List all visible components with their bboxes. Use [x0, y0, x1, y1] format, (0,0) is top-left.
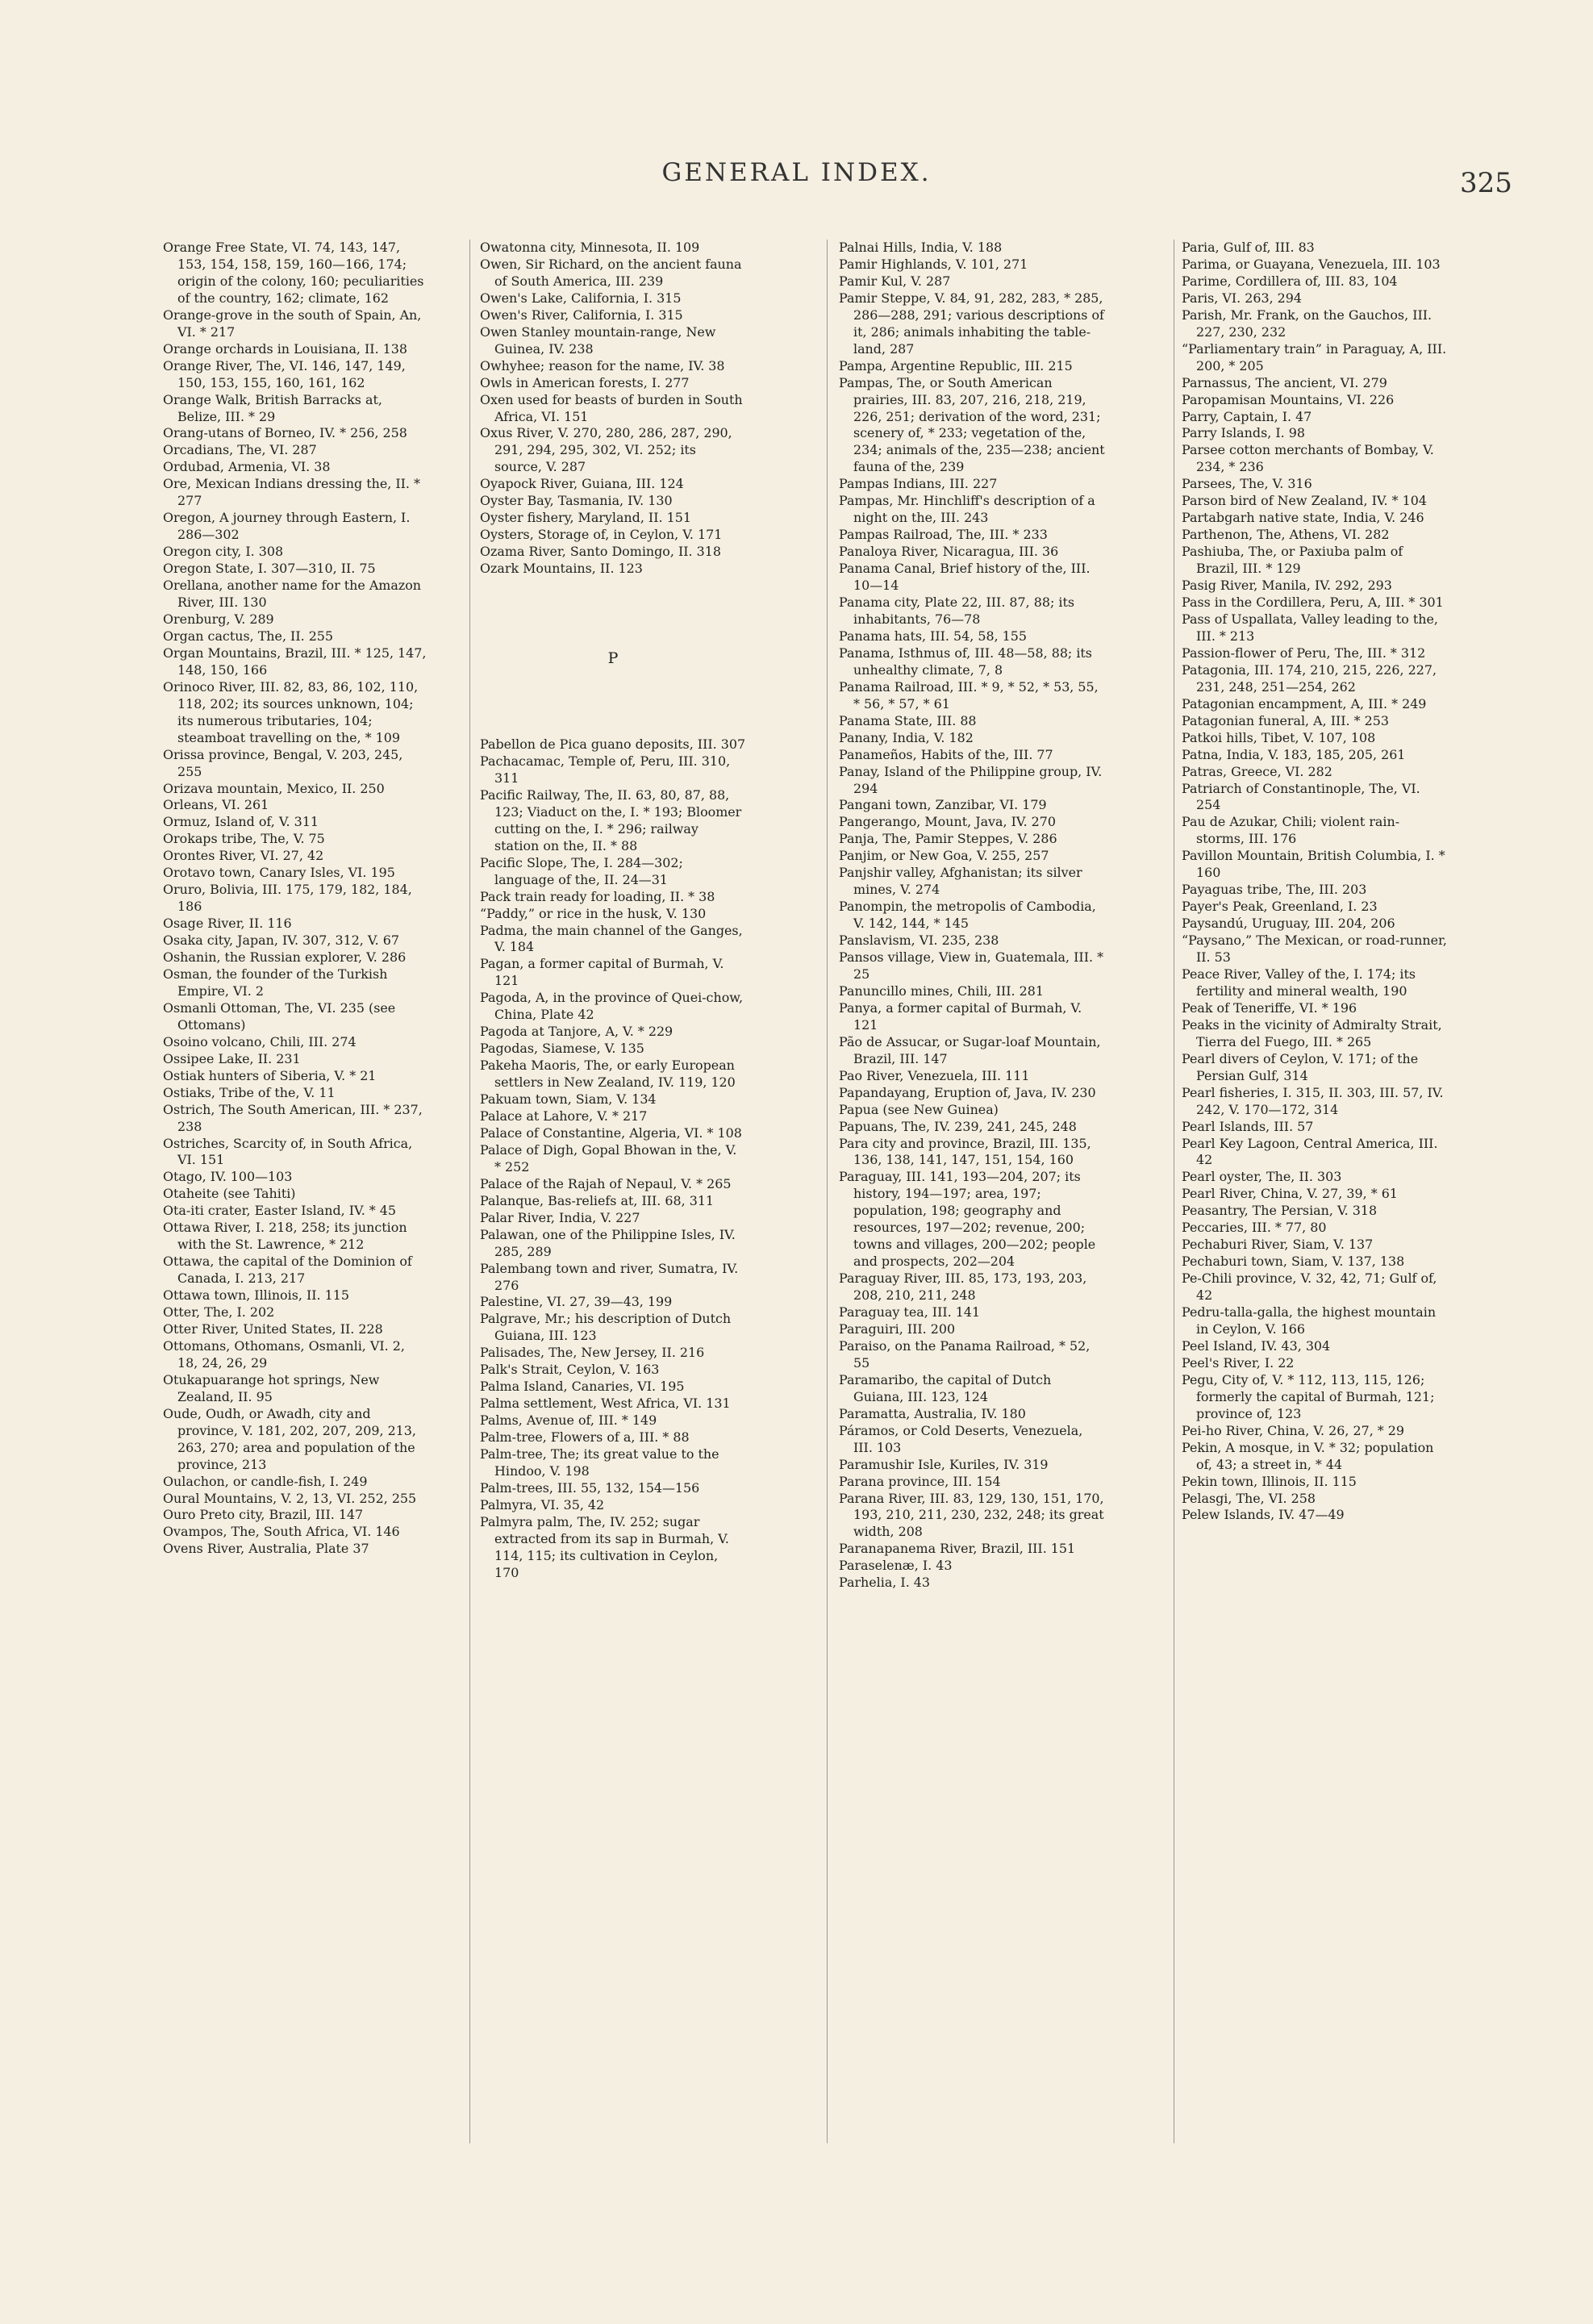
index-entry: Pearl River, China, V. 27, 39, * 61: [1182, 1186, 1398, 1202]
index-entry: Oulachon, or candle-fish, I. 249: [163, 1473, 368, 1489]
index-entry: Passion-flower of Peru, The, III. * 312: [1182, 645, 1426, 661]
index-entry: Ozark Mountains, II. 123: [480, 561, 643, 577]
index-entry: Owen's River, California, I. 315: [480, 307, 683, 323]
index-entry: Palmyra, VI. 35, 42: [480, 1496, 605, 1512]
index-entry: Paraguiri, III. 200: [839, 1321, 956, 1337]
index-entry: Oregon State, I. 307—310, II. 75: [163, 561, 376, 577]
index-entry: Pamir Highlands, V. 101, 271: [839, 256, 1028, 272]
index-entry: Oshanin, the Russian explorer, V. 286: [163, 949, 407, 966]
index-entry: Organ cactus, The, II. 255: [163, 628, 334, 644]
index-entry: Pearl Islands, III. 57: [1182, 1118, 1314, 1134]
index-entry: Pasig River, Manila, IV. 292, 293: [1182, 578, 1392, 594]
index-entry: Papandayang, Eruption of, Java, IV. 230: [839, 1084, 1096, 1100]
index-entry: Paysandú, Uruguay, III. 204, 206: [1182, 916, 1395, 932]
index-entry: Paraiso, on the Panama Railroad, * 52, 55: [839, 1337, 1090, 1371]
index-entry: Ostiak hunters of Siberia, V. * 21: [163, 1067, 377, 1083]
index-entry: Palms, Avenue of, III. * 149: [480, 1412, 657, 1429]
index-entry: Paropamisan Mountains, VI. 226: [1182, 391, 1395, 407]
index-entry: Paraguay River, III. 85, 173, 193, 203, 208, 210, 211, 248: [839, 1270, 1087, 1304]
index-entry: Owen, Sir Richard, on the ancient fauna of South America, III. 239: [480, 256, 742, 289]
index-entry: Pavillon Mountain, British Columbia, I. * 160: [1182, 848, 1445, 881]
index-column-1: [163, 240, 429, 1558]
index-entry: Orange Free State, VI. 74, 143, 147, 153, 154, 158, 159, 160—166, 174; origin of the colony, 160; peculiarities of the country, 162; climate, 162: [163, 240, 424, 306]
index-entry: Orange-grove in the south of Spain, An, VI. * 217: [163, 307, 422, 340]
index-entry: Pass in the Cordillera, Peru, A, III. * 301: [1182, 595, 1444, 611]
index-entry: Ottomans, Othomans, Osmanli, VI. 2, 18, 24, 26, 29: [163, 1337, 405, 1371]
index-entry: Pei-ho River, China, V. 26, 27, * 29: [1182, 1422, 1405, 1438]
index-entry: Panama hats, III. 54, 58, 155: [839, 628, 1028, 644]
index-entry: Pelew Islands, IV. 47—49: [1182, 1507, 1345, 1523]
index-entry: Ottawa, the capital of the Dominion of Canada, I. 213, 217: [163, 1254, 412, 1287]
index-entry: Peaks in the vicinity of Admiralty Strait, Tierra del Fuego, III. * 265: [1182, 1016, 1442, 1049]
index-entry: Pearl divers of Ceylon, V. 171; of the Persian Gulf, 314: [1182, 1050, 1419, 1083]
index-entry: Panama city, Plate 22, III. 87, 88; its inhabitants, 76—78: [839, 595, 1075, 627]
index-entry: Palma Island, Canaries, VI. 195: [480, 1379, 685, 1395]
index-entry: Palma settlement, West Africa, VI. 131: [480, 1396, 731, 1412]
index-entry: Ore, Mexican Indians dressing the, II. * 277: [163, 476, 420, 509]
index-entry: “Parliamentary train” in Paraguay, A, III. 200, * 205: [1182, 340, 1447, 373]
index-entry: Parana River, III. 83, 129, 130, 151, 170, 193, 210, 211, 230, 232, 248; its great width, 208: [839, 1490, 1104, 1540]
index-entry: Pearl oyster, The, II. 303: [1182, 1169, 1342, 1185]
index-entry: Palisades, The, New Jersey, II. 216: [480, 1345, 705, 1361]
index-entry: Pampas Railroad, The, III. * 233: [839, 527, 1048, 543]
index-entry: Ormuz, Island of, V. 311: [163, 814, 319, 830]
index-entry: Patagonia, III. 174, 210, 215, 226, 227, 231, 248, 251—254, 262: [1182, 661, 1437, 695]
index-entry: Panama, Isthmus of, III. 48—58, 88; its unhealthy climate, 7, 8: [839, 645, 1092, 678]
index-column-3: [839, 240, 1105, 1592]
index-entry: Pe-Chili province, V. 32, 42, 71; Gulf of, 42: [1182, 1270, 1437, 1304]
index-entry: Pampas, Mr. Hinchliff's description of a night on the, III. 243: [839, 493, 1095, 526]
index-entry: Peel's River, I. 22: [1182, 1354, 1295, 1371]
index-entry: Orleans, VI. 261: [163, 797, 269, 813]
index-entry: Orange Walk, British Barracks at, Belize, III. * 29: [163, 391, 382, 424]
index-entry: Panslavism, VI. 235, 238: [839, 933, 999, 949]
index-entry: Pearl Key Lagoon, Central America, III. 42: [1182, 1135, 1438, 1168]
index-entry: Pagoda at Tanjore, A, V. * 229: [480, 1024, 673, 1040]
index-entry: Osoino volcano, Chili, III. 274: [163, 1033, 357, 1049]
index-entry: Owatonna city, Minnesota, II. 109: [480, 240, 700, 255]
index-entry: Ottawa River, I. 218, 258; its junction with the St. Lawrence, * 212: [163, 1220, 407, 1253]
index-entry: Palawan, one of the Philippine Isles, IV. 285, 289: [480, 1226, 736, 1259]
index-entry: Pedru-talla-galla, the highest mountain in Ceylon, V. 166: [1182, 1304, 1437, 1337]
index-entry: Parish, Mr. Frank, on the Gauchos, III. 227, 230, 232: [1182, 307, 1432, 340]
index-entry: Parnassus, The ancient, VI. 279: [1182, 374, 1387, 390]
index-entry: Pampa, Argentine Republic, III. 215: [839, 357, 1073, 373]
index-entry: Osaka city, Japan, IV. 307, 312, V. 67: [163, 933, 399, 949]
index-entry: Pamir Kul, V. 287: [839, 273, 951, 289]
index-entry: Ovampos, The, South Africa, VI. 146: [163, 1524, 400, 1540]
index-entry: Palace of the Rajah of Nepaul, V. * 265: [480, 1175, 732, 1191]
index-entry: Otter River, United States, II. 228: [163, 1321, 383, 1337]
index-entry: Pelasgi, The, VI. 258: [1182, 1490, 1316, 1506]
index-entry: Oruro, Bolivia, III. 175, 179, 182, 184, 186: [163, 882, 412, 915]
index-entry: Parsees, The, V. 316: [1182, 476, 1312, 492]
index-entry: Palace of Digh, Gopal Bhowan in the, V. * 252: [480, 1141, 737, 1175]
index-entry: Pangerango, Mount, Java, IV. 270: [839, 814, 1057, 830]
index-entry: Ovens River, Australia, Plate 37: [163, 1541, 369, 1557]
index-entry: Panjim, or New Goa, V. 255, 257: [839, 848, 1049, 864]
index-entry: Pegu, City of, V. * 112, 113, 115, 126; formerly the capital of Burmah, 121; province of, 123: [1182, 1371, 1435, 1421]
index-entry: Orizava mountain, Mexico, II. 250: [163, 780, 385, 796]
index-entry: Ossipee Lake, II. 231: [163, 1050, 301, 1066]
index-entry: Peace River, Valley of the, I. 174; its fertility and mineral wealth, 190: [1182, 966, 1416, 999]
index-entry: Paris, VI. 263, 294: [1182, 290, 1303, 306]
index-entry: Pampas, The, or South American prairies, III. 83, 207, 216, 218, 219, 226, 251; derivation of the word, 231; scenery of, * 233; vegetation of the, 234; animals of the, 235—238; ancient fauna of the, 239: [839, 374, 1105, 475]
index-entry: Orcadians, The, VI. 287: [163, 442, 317, 458]
index-entry: Pechaburi town, Siam, V. 137, 138: [1182, 1254, 1405, 1270]
index-entry: Peel Island, IV. 43, 304: [1182, 1337, 1331, 1354]
index-entry: Peak of Teneriffe, VI. * 196: [1182, 999, 1357, 1016]
index-entry: Pakeha Maoris, The, or early European settlers in New Zealand, IV. 119, 120: [480, 1058, 736, 1091]
index-entry: Oyster Bay, Tasmania, IV. 130: [480, 493, 673, 509]
index-entry: Para city and province, Brazil, III. 135, 136, 138, 141, 147, 151, 154, 160: [839, 1135, 1091, 1168]
index-entry: Paramatta, Australia, IV. 180: [839, 1405, 1026, 1421]
index-entry: Partabgarh native state, India, V. 246: [1182, 510, 1424, 526]
index-entry: Owen's Lake, California, I. 315: [480, 290, 682, 306]
index-entry: Patras, Greece, VI. 282: [1182, 763, 1332, 779]
index-entry: Parry Islands, I. 98: [1182, 425, 1305, 441]
index-entry: Palar River, India, V. 227: [480, 1209, 640, 1225]
index-entry: Palembang town and river, Sumatra, IV. 276: [480, 1260, 739, 1293]
index-entry: Palgrave, Mr.; his description of Dutch Guiana, III. 123: [480, 1311, 732, 1344]
index-entry: Payer's Peak, Greenland, I. 23: [1182, 899, 1378, 915]
index-entry: Paraguay, III. 141, 193—204, 207; its history, 194—197; area, 197; population, 198; geography and resources, 197—202; revenue, 200; towns and villages, 200—202; people and prospects, 202—204: [839, 1169, 1096, 1270]
index-entry: Oxen used for beasts of burden in South Africa, VI. 151: [480, 391, 743, 424]
index-entry: Parime, Cordillera of, III. 83, 104: [1182, 273, 1398, 289]
index-entry: Pagodas, Siamese, V. 135: [480, 1041, 644, 1057]
index-entry: Pangani town, Zanzibar, VI. 179: [839, 797, 1047, 813]
index-entry: Paramushir Isle, Kuriles, IV. 319: [839, 1456, 1049, 1472]
index-entry: Panay, Island of the Philippine group, IV. 294: [839, 763, 1103, 796]
index-entry: Parima, or Guayana, Venezuela, III. 103: [1182, 256, 1441, 272]
running-header: GENERAL INDEX.: [661, 158, 932, 187]
index-entry: Papua (see New Guinea): [839, 1101, 999, 1117]
index-entry: Paraselenæ, I. 43: [839, 1558, 953, 1574]
index-entry: Papuans, The, IV. 239, 241, 245, 248: [839, 1118, 1077, 1134]
index-entry: Padma, the main channel of the Ganges, V. 184: [480, 922, 743, 955]
index-entry: Orange orchards in Louisiana, II. 138: [163, 340, 408, 357]
index-entry: Paria, Gulf of, III. 83: [1182, 240, 1315, 255]
index-entry: Oysters, Storage of, in Ceylon, V. 171: [480, 527, 723, 543]
index-entry: Owhyhee; reason for the name, IV. 38: [480, 357, 725, 373]
index-entry: Pau de Azukar, Chili; violent rain-storms, III. 176: [1182, 814, 1400, 847]
index-entry: Palm-trees, III. 55, 132, 154—156: [480, 1479, 700, 1496]
index-entry: Pack train ready for loading, II. * 38: [480, 888, 715, 904]
index-entry: Patna, India, V. 183, 185, 205, 261: [1182, 746, 1406, 762]
index-entry: Orinoco River, III. 82, 83, 86, 102, 110, 118, 202; its sources unknown, 104; its numerous tributaries, 104; steamboat travelling on the, * 109: [163, 678, 419, 745]
index-entry: Ottawa town, Illinois, II. 115: [163, 1287, 349, 1304]
index-entry: Panama Railroad, III. * 9, * 52, * 53, 55, * 56, * 57, * 61: [839, 678, 1099, 711]
index-entry: Pachacamac, Temple of, Peru, III. 310, 311: [480, 753, 731, 786]
index-entry: Palestine, VI. 27, 39—43, 199: [480, 1294, 673, 1310]
index-entry: Pechaburi River, Siam, V. 137: [1182, 1237, 1374, 1253]
index-entry: Oxus River, V. 270, 280, 286, 287, 290, 291, 294, 295, 302, VI. 252; its source, V. 287: [480, 425, 732, 475]
index-entry: Ostriches, Scarcity of, in South Africa, VI. 151: [163, 1135, 413, 1168]
index-entry: Panuncillo mines, Chili, III. 281: [839, 983, 1044, 999]
index-entry: Pekin town, Illinois, II. 115: [1182, 1473, 1357, 1489]
index-entry: Otukapuarange hot springs, New Zealand, II. 95: [163, 1371, 380, 1404]
index-column-4: [1182, 240, 1448, 1524]
index-entry: Pampas Indians, III. 227: [839, 476, 998, 492]
index-entry: Parthenon, The, Athens, VI. 282: [1182, 527, 1390, 543]
index-entry: Panaloya River, Nicaragua, III. 36: [839, 544, 1059, 560]
index-entry: Palk's Strait, Ceylon, V. 163: [480, 1362, 660, 1378]
index-entry: Pao River, Venezuela, III. 111: [839, 1067, 1030, 1083]
index-entry: Panany, India, V. 182: [839, 729, 974, 745]
index-entry: Pabellon de Pica guano deposits, III. 307: [480, 736, 746, 753]
index-entry: Panama State, III. 88: [839, 712, 977, 728]
index-entry: Palace at Lahore, V. * 217: [480, 1108, 648, 1124]
index-entry: Panameños, Habits of the, III. 77: [839, 746, 1053, 762]
index-entry: “Paddy,” or rice in the husk, V. 130: [480, 905, 707, 921]
index-entry: Pekin, A mosque, in V. * 32; population of, 43; a street in, * 44: [1182, 1439, 1434, 1472]
index-entry: Ostrich, The South American, III. * 237, 238: [163, 1101, 423, 1134]
index-entry: Ozama River, Santo Domingo, II. 318: [480, 544, 721, 560]
column-divider: [469, 240, 470, 2143]
index-entry: Orokaps tribe, The, V. 75: [163, 831, 325, 847]
index-entry: Peasantry, The Persian, V. 318: [1182, 1203, 1378, 1219]
index-entry: Otter, The, I. 202: [163, 1304, 275, 1321]
index-entry: Palace of Constantine, Algeria, VI. * 108: [480, 1124, 742, 1141]
index-entry: Pass of Uspallata, Valley leading to the, III. * 213: [1182, 611, 1438, 644]
index-entry: Pashiuba, The, or Paxiuba palm of Brazil, III. * 129: [1182, 544, 1403, 577]
index-entry: Payaguas tribe, The, III. 203: [1182, 882, 1367, 898]
index-entry: Patkoi hills, Tibet, V. 107, 108: [1182, 729, 1376, 745]
index-entry: Patagonian encampment, A, III. * 249: [1182, 695, 1427, 711]
page-number: 325: [1460, 167, 1512, 199]
index-entry: Pearl fisheries, I. 315, II. 303, III. 57, IV. 242, V. 170—172, 314: [1182, 1084, 1444, 1117]
index-entry: Orang-utans of Borneo, IV. * 256, 258: [163, 425, 407, 441]
index-entry: Panya, a former capital of Burmah, V. 121: [839, 999, 1082, 1033]
index-entry: Orellana, another name for the Amazon River, III. 130: [163, 578, 422, 611]
index-entry: Oregon, A journey through Eastern, I. 286—302: [163, 510, 411, 543]
index-entry: Orontes River, VI. 27, 42: [163, 848, 324, 864]
index-entry: Palanque, Bas-reliefs at, III. 68, 311: [480, 1192, 715, 1208]
index-entry: Oyster fishery, Maryland, II. 151: [480, 510, 691, 526]
index-entry: Orissa province, Bengal, V. 203, 245, 255: [163, 746, 403, 779]
index-entry: Paramaribo, the capital of Dutch Guiana, III. 123, 124: [839, 1371, 1052, 1404]
index-column-2: [480, 240, 746, 1582]
index-entry: Oyapock River, Guiana, III. 124: [480, 476, 684, 492]
index-entry: Osage River, II. 116: [163, 916, 292, 932]
index-entry: Parana province, III. 154: [839, 1473, 1001, 1489]
index-entry: Panama Canal, Brief history of the, III. 10—14: [839, 561, 1090, 594]
index-entry: Oural Mountains, V. 2, 13, VI. 252, 255: [163, 1490, 417, 1506]
index-entry: Ordubad, Armenia, VI. 38: [163, 459, 331, 475]
index-entry: Ostiaks, Tribe of the, V. 11: [163, 1084, 336, 1100]
index-entry: Pacific Slope, The, I. 284—302; language of the, II. 24—31: [480, 854, 683, 887]
index-entry: Ota-iti crater, Easter Island, IV. * 45: [163, 1203, 397, 1219]
index-entry: Parry, Captain, I. 47: [1182, 408, 1312, 424]
index-entry: “Paysano,” The Mexican, or road-runner, II. 53: [1182, 933, 1447, 966]
index-entry: Pansos village, View in, Guatemala, III. * 25: [839, 949, 1104, 982]
index-entry: Oude, Oudh, or Awadh, city and province, V. 181, 202, 207, 209, 213, 263, 270; area and population of the province, 213: [163, 1405, 416, 1472]
index-entry: Palmyra palm, The, IV. 252; sugar extracted from its sap in Burmah, V. 114, 115; its cultivation in Ceylon, 170: [480, 1513, 729, 1580]
letter-heading-p: P: [607, 649, 619, 668]
index-entry: Parson bird of New Zealand, IV. * 104: [1182, 493, 1427, 509]
index-entry: Panjshir valley, Afghanistan; its silver mines, V. 274: [839, 865, 1082, 898]
index-entry: Pagan, a former capital of Burmah, V. 121: [480, 956, 724, 989]
index-entry: Paranapanema River, Brazil, III. 151: [839, 1541, 1076, 1557]
index-entry: Orotavo town, Canary Isles, VI. 195: [163, 865, 395, 881]
index-entry: Owls in American forests, I. 277: [480, 374, 690, 390]
index-entry: Paraguay tea, III. 141: [839, 1304, 981, 1321]
index-entry: Ouro Preto city, Brazil, III. 147: [163, 1507, 364, 1523]
index-entry: Panompin, the metropolis of Cambodia, V. 142, 144, * 145: [839, 899, 1096, 932]
index-entry: Organ Mountains, Brazil, III. * 125, 147, 148, 150, 166: [163, 645, 427, 678]
index-entry: Pamir Steppe, V. 84, 91, 282, 283, * 285, 286—288, 291; various descriptions of it, 286; animals inhabiting the table-land, 287: [839, 290, 1104, 357]
index-entry: Otago, IV. 100—103: [163, 1169, 293, 1185]
index-entry: Peccaries, III. * 77, 80: [1182, 1220, 1327, 1236]
index-entry: Parhelia, I. 43: [839, 1575, 931, 1591]
index-entry: Pão de Assucar, or Sugar-loaf Mountain, Brazil, III. 147: [839, 1033, 1101, 1066]
index-entry: Osmanli Ottoman, The, VI. 235 (see Ottomans): [163, 999, 396, 1033]
index-entry: Otaheite (see Tahiti): [163, 1186, 296, 1202]
index-entry: Panja, The, Pamir Steppes, V. 286: [839, 831, 1057, 847]
index-entry: Pacific Railway, The, II. 63, 80, 87, 88, 123; Viaduct on the, I. * 193; Bloomer cutting on the, I. * 296; railway station on the, II. * 88: [480, 786, 742, 853]
index-entry: Orenburg, V. 289: [163, 611, 274, 627]
index-entry: Pakuam town, Siam, V. 134: [480, 1091, 657, 1108]
index-entry: Palnai Hills, India, V. 188: [839, 240, 1003, 255]
column-divider: [827, 240, 828, 2143]
index-entry: Osman, the founder of the Turkish Empire, VI. 2: [163, 966, 388, 999]
index-entry: Palm-tree, The; its great value to the Hindoo, V. 198: [480, 1446, 719, 1479]
index-entry: Pagoda, A, in the province of Quei-chow, China, Plate 42: [480, 990, 744, 1023]
index-entry: Orange River, The, VI. 146, 147, 149, 150, 153, 155, 160, 161, 162: [163, 357, 406, 390]
index-entry: Owen Stanley mountain-range, New Guinea, IV. 238: [480, 323, 716, 357]
index-entry: Oregon city, I. 308: [163, 544, 284, 560]
index-entry: Páramos, or Cold Deserts, Venezuela, III. 103: [839, 1422, 1083, 1455]
index-entry: Palm-tree, Flowers of a, III. * 88: [480, 1429, 690, 1446]
index-entry: Patagonian funeral, A, III. * 253: [1182, 712, 1389, 728]
index-entry: Patriarch of Constantinople, The, VI. 254: [1182, 780, 1420, 813]
index-entry: Parsee cotton merchants of Bombay, V. 234, * 236: [1182, 442, 1434, 475]
